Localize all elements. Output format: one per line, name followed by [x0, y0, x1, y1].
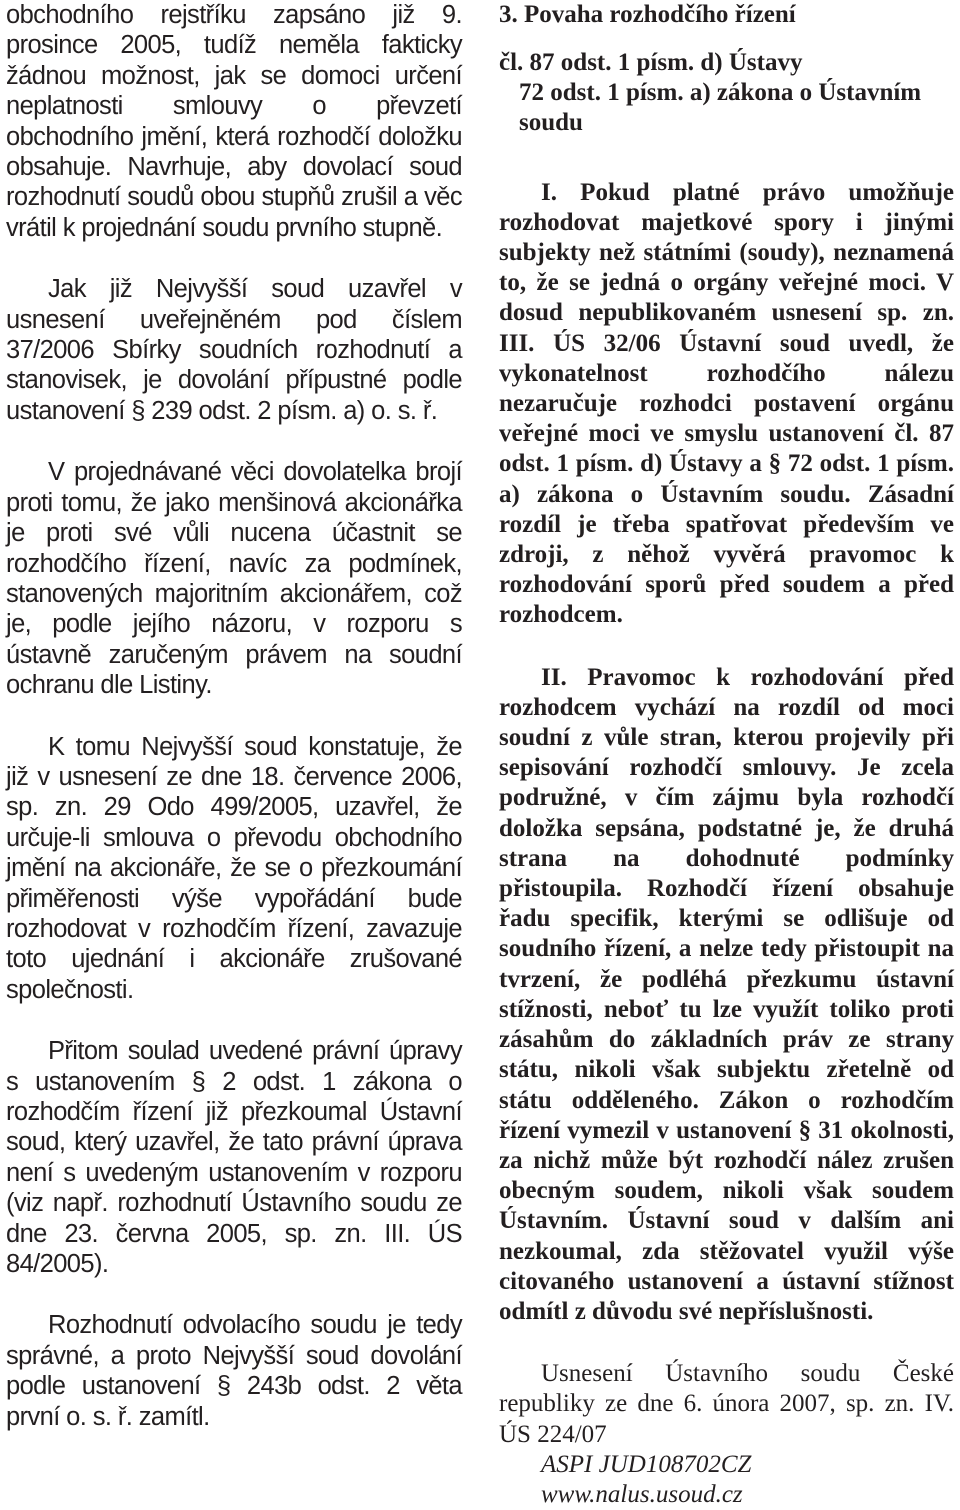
paragraph-admissibility: Jak již Nejvyšší soud uzavřel v usnesení uveřejněném pod číslem 37/2006 Sbírky soudních rozhodnutí a stanovisek, je dovolání přípustné podle ustanovení § 239 odst. 2 písm. a) o. s. ř. — [6, 275, 462, 425]
paragraph-court-statement: K tomu Nejvyšší soud konstatuje, že již v usnesení ze dne 18. července 2006, sp. zn. 29 Odo 499/2005, uzavřel, že určuje-li smlouva o převodu obchodního jmění na akcionáře, že se o přezkoumání přiměřenosti výše vypořádání bude rozhodovat v rozhodčím řízení, zavazuje toto ujednání i akcionáře zrušované společnosti. — [6, 732, 462, 1004]
paragraph-constitutional-review: Přitom soulad uvedené právní úpravy s ustanovením § 2 odst. 1 zákona o rozhodčím řízení již přezkoumal Ústavní soud, který uzavřel, že tato právní úprava není s uvedeným ustanovením v rozporu (viz např. rozhodnutí Ústavního soudu ze dne 23. června 2005, sp. zn. III. ÚS 84/2005). — [6, 1037, 462, 1279]
legal-references — [499, 48, 954, 139]
paragraph-objection: V projednávané věci dovolatelka brojí proti tomu, že jako menšinová akcionářka je proti své vůli nucena účastnit se rozhodčího řízení, navíc za podmínek, stanovených majoritním akcionářem, což je, podle jejího názoru, v rozporu s ústavně zaručeným právem na soudní ochranu dle Listiny. — [6, 458, 462, 700]
thesis-one: I. Pokud platné právo umožňuje rozhodovat majetkové spory i jinými subjekty než státními (soudy), neznamená to, že se jedná o orgány veřejné moci. V dosud nepublikovaném usnesení sp. zn. III. ÚS 32/06 Ústavní soud uvedl, že vykonatelnost rozhodčího nálezu nezaručuje rozhodci postavení orgánu veřejné moci ve smyslu ustanovení čl. 87 odst. 1 písm. d) Ústavy a § 72 odst. 1 písm. a) zákona o Ústavním soudu. Zásadní rozdíl je třeba spatřovat především ve zdroji, z něhož vyvěrá pravomoc k rozhodování sporů před soudem a před rozhodcem. — [499, 178, 954, 629]
thesis-two: II. Pravomoc k rozhodování před rozhodcem vychází na rozdíl od moci soudní z vůle stran, kterou projevily při sepisování rozhodčí smlouvy. Je zcela podružné, v čím zájmu byla rozhodčí doložka sepsána, podstatné je, že druhá strana na dohodnuté podmínky přistoupila. Rozhodčí řízení obsahuje řadu specifik, kterými se odlišuje od soudního řízení, a nelze tedy přistoupit na tvrzení, že podléhá přezkumu ústavní stížnosti, neboť tu lze využít toliko proti zásahům do základních práv ze strany státu, nikoli však subjektu zřetelně od státu odděleného. Zákon o rozhodčím řízení vymezil v ustanovení § 31 okolnosti, za nichž může být rozhodčí nález zrušen obecným soudem, nikoli však soudem Ústavním. Ústavní soud v dalším ani nezkoumal, zda stěžovatel využil výše citovaného ustanovení a ústavní stížnost odmítl z důvodu své nepříslušnosti. — [499, 663, 954, 1325]
legal-reference: 72 odst. 1 písm. a) zákona o Ústavním — [519, 79, 922, 107]
section-heading: 3. Povaha rozhodčího řízení — [499, 1, 796, 28]
paragraph-ruling: Rozhodnutí odvolacího soudu je tedy správné, a proto Nejvyšší soud dovolání podle ustanovení § 243b odst. 2 věta první o. s. ř. zamítl. — [6, 1311, 462, 1431]
source-url: www.nalus.usoud.cz — [541, 1480, 743, 1508]
right-column — [499, 0, 954, 1510]
paragraph-continuation: obchodního rejstříku zapsáno již 9. prosince 2005, tudíž neměla fakticky žádnou možnost, jak se domoci určení neplatnosti smlouvy o převzetí obchodního jmění, která rozhodčí doložku obsahuje. Navrhuje, aby dovolací soud rozhodnutí soudů obou stupňů zrušil a věc vrátil k projednání soudu prvního stupně. — [6, 1, 462, 242]
legal-reference: soudu — [519, 109, 583, 137]
decision-citation: Usnesení Ústavního soudu České republiky ze dne 6. února 2007, sp. zn. IV. ÚS 224/07 — [499, 1360, 954, 1448]
source-code: ASPI JUD108702CZ — [541, 1450, 752, 1478]
left-column — [6, 0, 462, 1432]
legal-reference: čl. 87 odst. 1 písm. d) Ústavy — [499, 49, 803, 76]
